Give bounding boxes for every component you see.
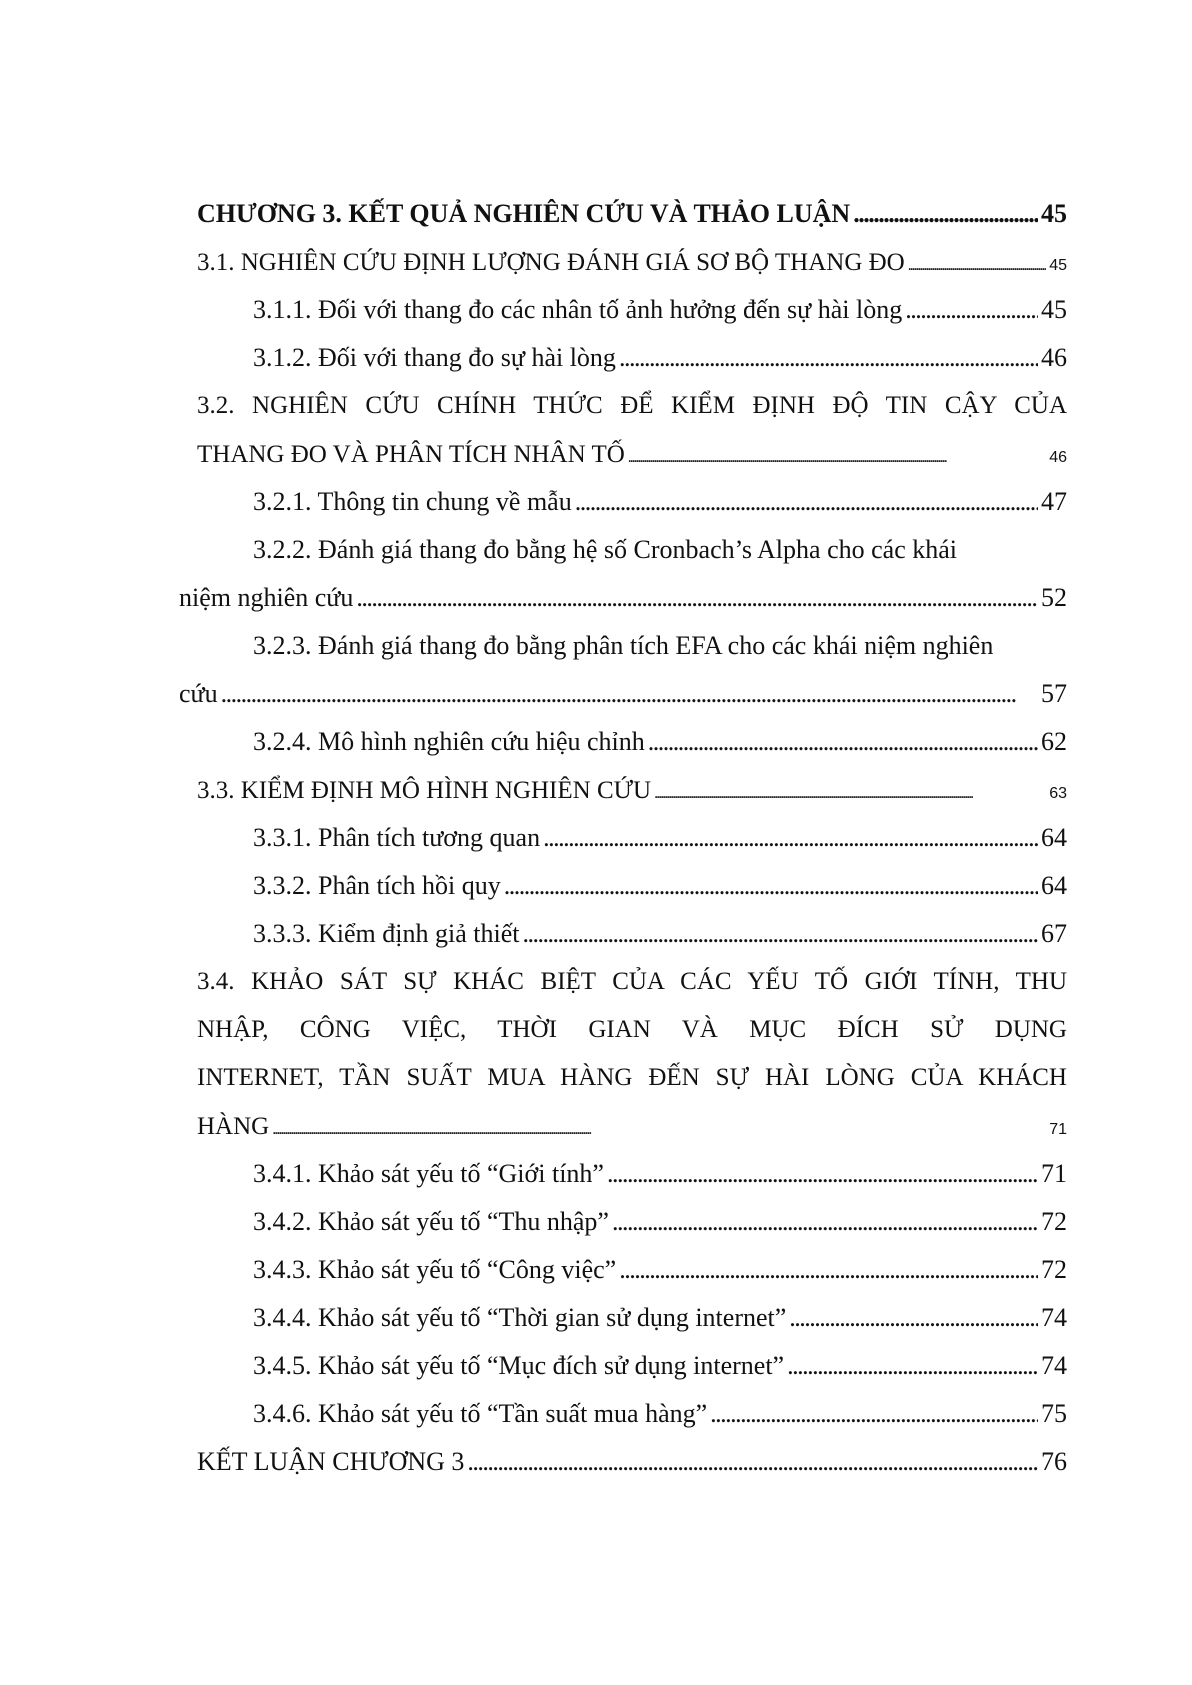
- toc-entry-page: 71: [1049, 1121, 1067, 1138]
- toc-entry-page: 45: [1049, 257, 1067, 274]
- table-of-contents: [179, 190, 1067, 1486]
- toc-entry-page: 67: [1041, 919, 1067, 948]
- toc-entry-title: 3.3.1. Phân tích tương quan: [253, 823, 541, 852]
- toc-entry-page: 72: [1041, 1207, 1067, 1236]
- toc-entry-3-2-1[interactable]: [197, 478, 1067, 526]
- toc-entry-title-line-1: 3.4. KHẢO SÁT SỰ KHÁC BIỆT CỦA CÁC YẾU TỐ GIỚI TÍNH, THU: [197, 968, 1067, 995]
- toc-entry-title: 3.3.3. Kiểm định giả thiết: [253, 919, 520, 948]
- toc-entry-3-3-1[interactable]: [197, 814, 1067, 862]
- toc-entry-title: 3.4.6. Khảo sát yếu tố “Tần suất mua hàng”: [253, 1399, 708, 1428]
- toc-entry-3-2-4[interactable]: [197, 718, 1067, 766]
- toc-entry-page: 64: [1041, 871, 1067, 900]
- toc-entry-3-3-2[interactable]: [197, 862, 1067, 910]
- toc-entry-title-line-3: INTERNET, TẦN SUẤT MUA HÀNG ĐẾN SỰ HÀI LÒNG CỦA KHÁCH: [197, 1064, 1067, 1091]
- toc-entry-title: 3.1.1. Đối với thang đo các nhân tố ảnh hưởng đến sự hài lòng: [253, 295, 903, 324]
- toc-entry-3-1-1[interactable]: [197, 286, 1067, 334]
- toc-entry-title-line-1: 3.2.2. Đánh giá thang đo bằng hệ số Cronbach’s Alpha cho các khái: [253, 535, 957, 564]
- toc-entry-page: 57: [1041, 679, 1067, 708]
- toc-entry-title: KẾT LUẬN CHƯƠNG 3: [197, 1447, 465, 1476]
- toc-leader-dots: [628, 430, 1046, 482]
- toc-leader-dots: [619, 1246, 1038, 1294]
- toc-leader-dots: [356, 574, 1038, 622]
- toc-entry-title: CHƯƠNG 3. KẾT QUẢ NGHIÊN CỨU VÀ THẢO LUẬN: [197, 199, 851, 228]
- toc-entry-title: 3.3. KIỂM ĐỊNH MÔ HÌNH NGHIÊN CỨU: [197, 777, 652, 804]
- toc-entry-title: 3.4.5. Khảo sát yếu tố “Mục đích sử dụng internet”: [253, 1351, 785, 1380]
- toc-leader-dots: [504, 862, 1038, 910]
- toc-leader-dots: [908, 238, 1046, 290]
- toc-entry-title: 3.2.1. Thông tin chung về mẫu: [253, 487, 572, 516]
- toc-entry-page: 63: [1049, 785, 1067, 802]
- toc-leader-dots: [789, 1294, 1038, 1342]
- toc-entry-3-3-3[interactable]: [197, 910, 1067, 958]
- toc-entry-page: 52: [1041, 583, 1067, 612]
- toc-entry-3-1-2[interactable]: [197, 334, 1067, 382]
- toc-entry-3-2[interactable]: [197, 382, 1067, 478]
- toc-entry-page: 64: [1041, 823, 1067, 852]
- toc-entry-title: 3.1. NGHIÊN CỨU ĐỊNH LƯỢNG ĐÁNH GIÁ SƠ BỘ THANG ĐO: [197, 249, 905, 276]
- toc-entry-3-4-5[interactable]: [197, 1342, 1067, 1390]
- toc-entry-3-4[interactable]: [197, 958, 1067, 1150]
- toc-entry-title-line-2: niệm nghiên cứu: [179, 583, 354, 612]
- toc-entry-page: 45: [1041, 295, 1067, 324]
- toc-entry-title: 3.4.4. Khảo sát yếu tố “Thời gian sử dụng internet”: [253, 1303, 787, 1332]
- toc-leader-dots: [221, 670, 1038, 718]
- toc-leader-dots: [607, 1150, 1038, 1198]
- toc-entry-chapter-3-conclusion[interactable]: [197, 1438, 1067, 1486]
- toc-entry-title: 3.4.3. Khảo sát yếu tố “Công việc”: [253, 1255, 617, 1284]
- toc-entry-3-4-4[interactable]: [197, 1294, 1067, 1342]
- toc-leader-dots: [648, 718, 1038, 766]
- toc-entry-page: 74: [1041, 1303, 1067, 1332]
- toc-entry-3-4-2[interactable]: [197, 1198, 1067, 1246]
- toc-entry-page: 72: [1041, 1255, 1067, 1284]
- toc-entry-title-line-2: NHẬP, CÔNG VIỆC, THỜI GIAN VÀ MỤC ĐÍCH SỬ DỤNG: [197, 1016, 1067, 1043]
- toc-entry-title: 3.4.2. Khảo sát yếu tố “Thu nhập”: [253, 1207, 609, 1236]
- toc-entry-page: 76: [1041, 1447, 1067, 1476]
- toc-leader-dots: [710, 1390, 1038, 1438]
- toc-entry-page: 46: [1049, 449, 1067, 466]
- toc-entry-title: 3.1.2. Đối với thang đo sự hài lòng: [253, 343, 616, 372]
- toc-entry-3-3[interactable]: [197, 766, 1067, 814]
- toc-entry-title-line-1: 3.2.3. Đánh giá thang đo bằng phân tích EFA cho các khái niệm nghiên: [253, 631, 994, 660]
- toc-entry-3-4-3[interactable]: [197, 1246, 1067, 1294]
- toc-leader-dots: [522, 910, 1038, 958]
- toc-entry-title-line-2: cứu: [179, 679, 218, 708]
- toc-leader-dots: [654, 766, 1046, 818]
- toc-leader-dots: [853, 190, 1038, 238]
- toc-entry-title: 3.4.1. Khảo sát yếu tố “Giới tính”: [253, 1159, 604, 1188]
- toc-entry-title-line-1: 3.2. NGHIÊN CỨU CHÍNH THỨC ĐỂ KIỂM ĐỊNH ĐỘ TIN CẬY CỦA: [197, 392, 1067, 419]
- toc-entry-page: 62: [1041, 727, 1067, 756]
- toc-entry-chapter-3[interactable]: [197, 190, 1067, 238]
- toc-entry-3-4-1[interactable]: [197, 1150, 1067, 1198]
- toc-entry-page: 46: [1041, 343, 1067, 372]
- toc-entry-page: 71: [1041, 1159, 1067, 1188]
- toc-entry-page: 75: [1041, 1399, 1067, 1428]
- toc-leader-dots: [575, 478, 1038, 526]
- toc-entry-title-line-4: HÀNG: [197, 1113, 270, 1140]
- toc-leader-dots: [787, 1342, 1038, 1390]
- toc-leader-dots: [619, 334, 1038, 382]
- toc-entry-3-2-3[interactable]: [179, 622, 1067, 718]
- toc-entry-title: 3.2.4. Mô hình nghiên cứu hiệu chỉnh: [253, 727, 645, 756]
- toc-leader-dots: [543, 814, 1038, 862]
- toc-entry-page: 74: [1041, 1351, 1067, 1380]
- toc-entry-3-2-2[interactable]: [179, 526, 1067, 622]
- toc-leader-dots: [612, 1198, 1038, 1246]
- toc-entry-title: 3.3.2. Phân tích hồi quy: [253, 871, 501, 900]
- toc-leader-dots: [905, 286, 1038, 334]
- toc-leader-dots: [272, 1102, 1046, 1154]
- toc-entry-page: 47: [1041, 487, 1067, 516]
- toc-entry-title-line-2: THANG ĐO VÀ PHÂN TÍCH NHÂN TỐ: [197, 441, 625, 468]
- toc-entry-3-1[interactable]: [197, 238, 1067, 286]
- toc-entry-page: 45: [1041, 199, 1067, 228]
- toc-leader-dots: [467, 1438, 1038, 1486]
- toc-entry-3-4-6[interactable]: [197, 1390, 1067, 1438]
